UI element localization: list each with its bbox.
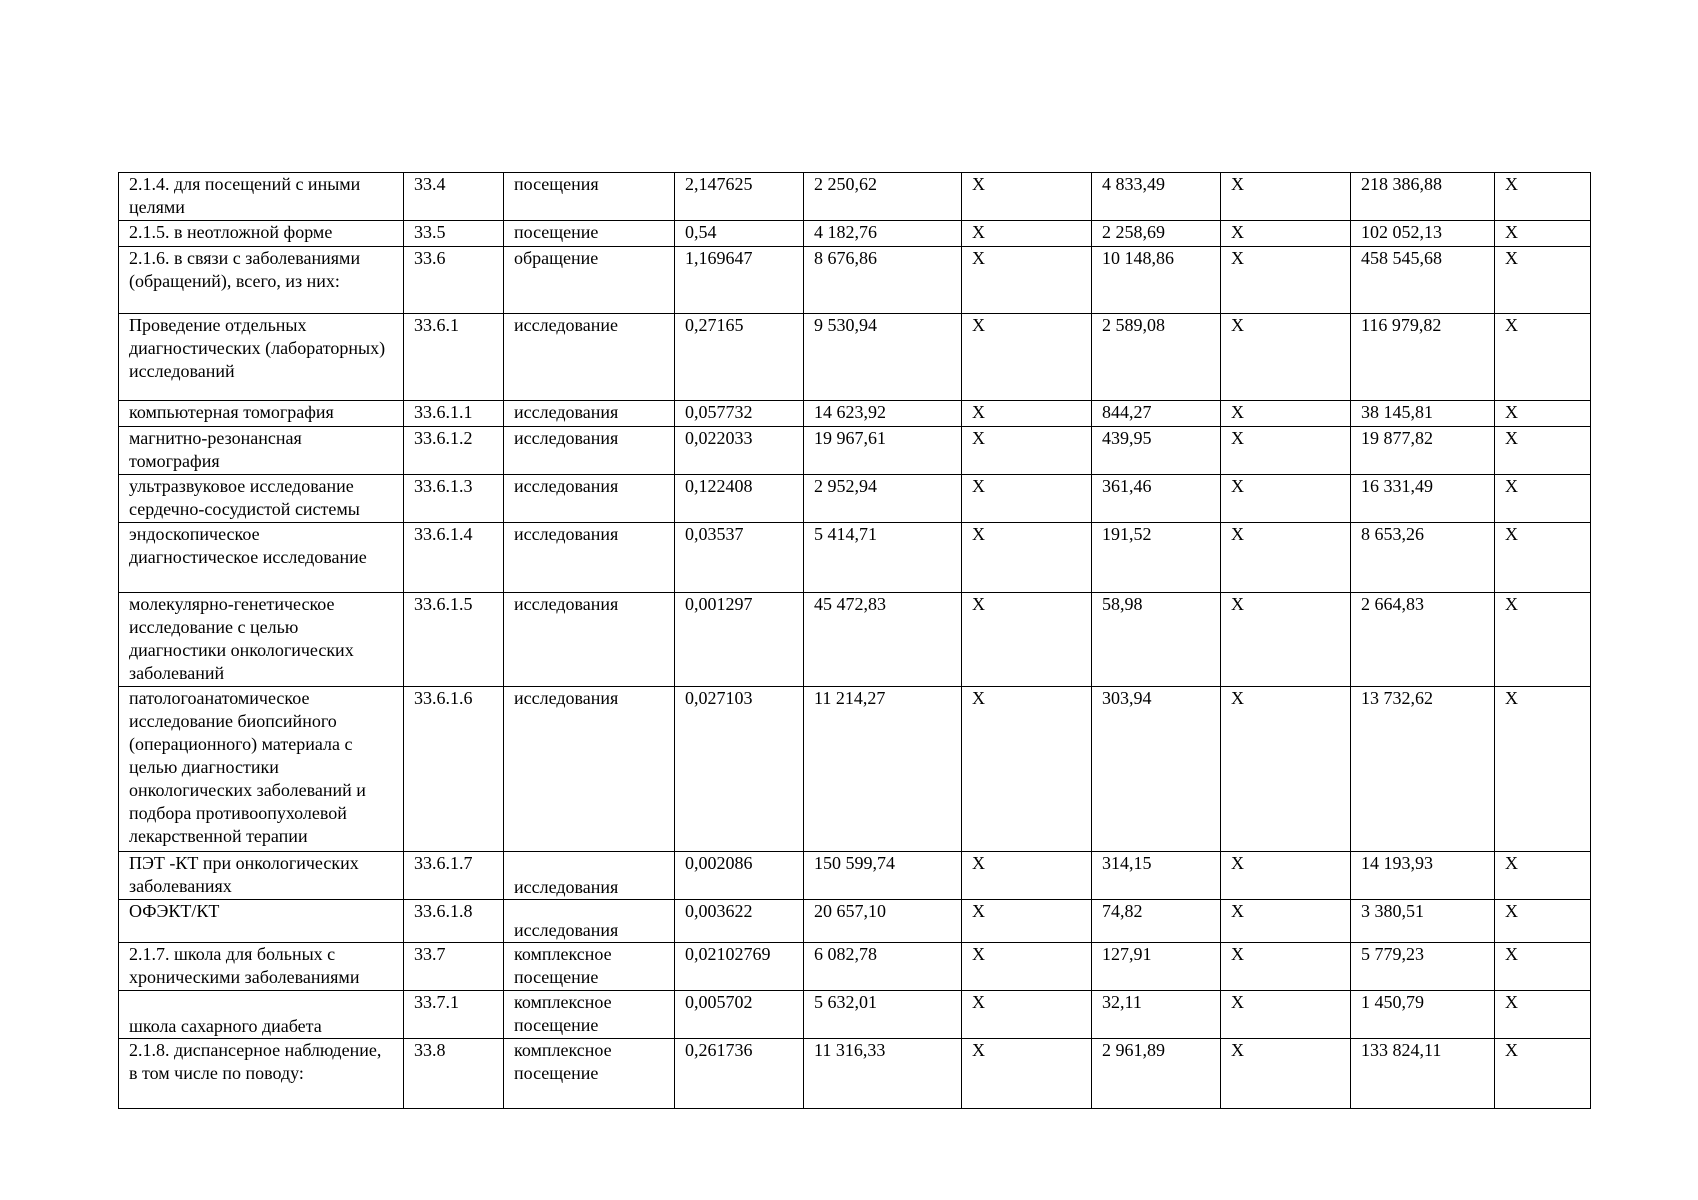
row-norm-cell: 0,057732: [675, 401, 804, 427]
row-unit-cell: исследования: [504, 687, 675, 852]
row-code-cell: 33.6.1.8: [404, 900, 504, 943]
row-code-cell: 33.4: [404, 173, 504, 221]
row-x-cell: X: [1495, 943, 1591, 991]
row-unit-cell: исследования: [504, 401, 675, 427]
row-norm-cell: 0,27165: [675, 314, 804, 401]
row-cost-cell: 11 214,27: [804, 687, 962, 852]
row-unit-cell: исследования: [504, 900, 675, 943]
row-unit-cell: посещение: [504, 221, 675, 247]
table-row: [119, 173, 1591, 221]
row-x-cell: X: [962, 852, 1092, 900]
row-unit-cell: комплексное посещение: [504, 943, 675, 991]
row-x-cell: X: [962, 1039, 1092, 1109]
row-per-capita-cell: 844,27: [1092, 401, 1221, 427]
row-cost-cell: 9 530,94: [804, 314, 962, 401]
row-x-cell: X: [962, 943, 1092, 991]
row-cost-cell: 14 623,92: [804, 401, 962, 427]
table-row: [119, 401, 1591, 427]
row-code-cell: 33.7: [404, 943, 504, 991]
row-cost-cell: 8 676,86: [804, 247, 962, 314]
row-code-cell: 33.6.1.3: [404, 475, 504, 523]
row-per-capita-cell: 32,11: [1092, 991, 1221, 1039]
row-x-cell: X: [1495, 314, 1591, 401]
row-total-cell: 14 193,93: [1351, 852, 1495, 900]
row-unit-cell: исследования: [504, 475, 675, 523]
row-code-cell: 33.6.1.7: [404, 852, 504, 900]
row-x-cell: X: [962, 247, 1092, 314]
row-total-cell: 38 145,81: [1351, 401, 1495, 427]
row-per-capita-cell: 439,95: [1092, 427, 1221, 475]
row-name-cell: ПЭТ -КТ при онкологических заболеваниях: [119, 852, 404, 900]
row-name-cell: 2.1.7. школа для больных с хроническими заболеваниями: [119, 943, 404, 991]
row-x-cell: X: [962, 687, 1092, 852]
row-total-cell: 3 380,51: [1351, 900, 1495, 943]
row-cost-cell: 150 599,74: [804, 852, 962, 900]
row-cost-cell: 4 182,76: [804, 221, 962, 247]
row-cost-cell: 19 967,61: [804, 427, 962, 475]
row-x-cell: X: [1495, 991, 1591, 1039]
row-x-cell: X: [1221, 943, 1351, 991]
row-x-cell: X: [1495, 900, 1591, 943]
row-cost-cell: 11 316,33: [804, 1039, 962, 1109]
row-per-capita-cell: 74,82: [1092, 900, 1221, 943]
row-per-capita-cell: 303,94: [1092, 687, 1221, 852]
row-x-cell: X: [1221, 593, 1351, 687]
row-code-cell: 33.7.1: [404, 991, 504, 1039]
table-row: [119, 991, 1591, 1039]
row-x-cell: X: [1221, 475, 1351, 523]
row-cost-cell: 5 414,71: [804, 523, 962, 593]
row-x-cell: X: [1221, 852, 1351, 900]
row-total-cell: 19 877,82: [1351, 427, 1495, 475]
row-x-cell: X: [1221, 1039, 1351, 1109]
row-x-cell: X: [1495, 247, 1591, 314]
row-cost-cell: 2 250,62: [804, 173, 962, 221]
row-unit-cell: комплексное посещение: [504, 991, 675, 1039]
row-name-cell: 2.1.4. для посещений с иными целями: [119, 173, 404, 221]
row-norm-cell: 1,169647: [675, 247, 804, 314]
row-x-cell: X: [1495, 852, 1591, 900]
row-unit-cell: исследование: [504, 314, 675, 401]
table-row: [119, 687, 1591, 852]
row-code-cell: 33.5: [404, 221, 504, 247]
row-x-cell: X: [962, 991, 1092, 1039]
row-per-capita-cell: 191,52: [1092, 523, 1221, 593]
table-row: [119, 943, 1591, 991]
row-cost-cell: 5 632,01: [804, 991, 962, 1039]
row-code-cell: 33.6.1.2: [404, 427, 504, 475]
row-norm-cell: 0,027103: [675, 687, 804, 852]
row-code-cell: 33.8: [404, 1039, 504, 1109]
row-norm-cell: 0,03537: [675, 523, 804, 593]
row-x-cell: X: [962, 475, 1092, 523]
row-x-cell: X: [962, 173, 1092, 221]
table-row: [119, 900, 1591, 943]
row-x-cell: X: [1221, 314, 1351, 401]
row-x-cell: X: [1495, 593, 1591, 687]
row-total-cell: 8 653,26: [1351, 523, 1495, 593]
row-x-cell: X: [1495, 173, 1591, 221]
row-x-cell: X: [1221, 991, 1351, 1039]
row-name-cell: 2.1.8. диспансерное наблюдение, в том числе по поводу:: [119, 1039, 404, 1109]
row-per-capita-cell: 2 258,69: [1092, 221, 1221, 247]
table-row: [119, 475, 1591, 523]
row-name-cell: патологоанатомическое исследование биопсийного (операционного) материала с целью диагностики онкологических заболеваний и подбора противоопухолевой лекарственной терапии: [119, 687, 404, 852]
row-x-cell: X: [1221, 687, 1351, 852]
row-x-cell: X: [1495, 1039, 1591, 1109]
row-code-cell: 33.6.1.6: [404, 687, 504, 852]
row-norm-cell: 0,022033: [675, 427, 804, 475]
row-total-cell: 218 386,88: [1351, 173, 1495, 221]
row-unit-cell: исследования: [504, 427, 675, 475]
row-x-cell: X: [1495, 523, 1591, 593]
row-name-cell: школа сахарного диабета: [119, 991, 404, 1039]
row-code-cell: 33.6: [404, 247, 504, 314]
row-per-capita-cell: 10 148,86: [1092, 247, 1221, 314]
row-cost-cell: 6 082,78: [804, 943, 962, 991]
row-total-cell: 16 331,49: [1351, 475, 1495, 523]
row-x-cell: X: [1221, 427, 1351, 475]
row-name-cell: магнитно-резонансная томография: [119, 427, 404, 475]
row-norm-cell: 0,003622: [675, 900, 804, 943]
row-total-cell: 1 450,79: [1351, 991, 1495, 1039]
row-total-cell: 116 979,82: [1351, 314, 1495, 401]
row-x-cell: X: [1495, 401, 1591, 427]
row-cost-cell: 2 952,94: [804, 475, 962, 523]
row-code-cell: 33.6.1.1: [404, 401, 504, 427]
row-total-cell: 102 052,13: [1351, 221, 1495, 247]
row-x-cell: X: [962, 593, 1092, 687]
row-norm-cell: 2,147625: [675, 173, 804, 221]
table-row: [119, 593, 1591, 687]
row-name-cell: молекулярно-генетическое исследование с целью диагностики онкологических заболеваний: [119, 593, 404, 687]
row-per-capita-cell: 4 833,49: [1092, 173, 1221, 221]
row-per-capita-cell: 2 961,89: [1092, 1039, 1221, 1109]
row-norm-cell: 0,261736: [675, 1039, 804, 1109]
table-row: [119, 247, 1591, 314]
row-name-cell: ОФЭКТ/КТ: [119, 900, 404, 943]
row-x-cell: X: [962, 900, 1092, 943]
row-x-cell: X: [1495, 475, 1591, 523]
row-total-cell: 458 545,68: [1351, 247, 1495, 314]
row-total-cell: 133 824,11: [1351, 1039, 1495, 1109]
table-row: [119, 1039, 1591, 1109]
row-x-cell: X: [1495, 687, 1591, 852]
row-total-cell: 13 732,62: [1351, 687, 1495, 852]
row-x-cell: X: [1221, 173, 1351, 221]
row-unit-cell: исследования: [504, 593, 675, 687]
row-name-cell: Проведение отдельных диагностических (лабораторных) исследований: [119, 314, 404, 401]
row-x-cell: X: [962, 314, 1092, 401]
table-row: [119, 852, 1591, 900]
table-row: [119, 523, 1591, 593]
row-norm-cell: 0,002086: [675, 852, 804, 900]
row-norm-cell: 0,02102769: [675, 943, 804, 991]
row-total-cell: 2 664,83: [1351, 593, 1495, 687]
row-per-capita-cell: 361,46: [1092, 475, 1221, 523]
row-unit-cell: исследования: [504, 852, 675, 900]
table-row: [119, 221, 1591, 247]
row-name-cell: 2.1.6. в связи с заболеваниями (обращений), всего, из них:: [119, 247, 404, 314]
row-unit-cell: исследования: [504, 523, 675, 593]
row-norm-cell: 0,005702: [675, 991, 804, 1039]
table-row: [119, 314, 1591, 401]
row-unit-cell: посещения: [504, 173, 675, 221]
table-row: [119, 427, 1591, 475]
table-body: [119, 173, 1591, 1109]
row-norm-cell: 0,001297: [675, 593, 804, 687]
row-cost-cell: 20 657,10: [804, 900, 962, 943]
row-name-cell: компьютерная томография: [119, 401, 404, 427]
row-x-cell: X: [1221, 247, 1351, 314]
row-x-cell: X: [1221, 900, 1351, 943]
row-unit-cell: комплексное посещение: [504, 1039, 675, 1109]
row-code-cell: 33.6.1: [404, 314, 504, 401]
row-x-cell: X: [1221, 401, 1351, 427]
row-name-cell: 2.1.5. в неотложной форме: [119, 221, 404, 247]
data-table: [118, 172, 1591, 1109]
row-per-capita-cell: 2 589,08: [1092, 314, 1221, 401]
row-per-capita-cell: 314,15: [1092, 852, 1221, 900]
row-x-cell: X: [962, 427, 1092, 475]
row-cost-cell: 45 472,83: [804, 593, 962, 687]
row-x-cell: X: [962, 401, 1092, 427]
row-per-capita-cell: 58,98: [1092, 593, 1221, 687]
row-norm-cell: 0,122408: [675, 475, 804, 523]
row-x-cell: X: [1495, 427, 1591, 475]
row-name-cell: эндоскопическое диагностическое исследование: [119, 523, 404, 593]
row-norm-cell: 0,54: [675, 221, 804, 247]
row-x-cell: X: [1221, 221, 1351, 247]
row-x-cell: X: [962, 221, 1092, 247]
row-code-cell: 33.6.1.4: [404, 523, 504, 593]
row-unit-cell: обращение: [504, 247, 675, 314]
row-name-cell: ультразвуковое исследование сердечно-сосудистой системы: [119, 475, 404, 523]
row-total-cell: 5 779,23: [1351, 943, 1495, 991]
row-x-cell: X: [1495, 221, 1591, 247]
row-x-cell: X: [1221, 523, 1351, 593]
row-per-capita-cell: 127,91: [1092, 943, 1221, 991]
row-x-cell: X: [962, 523, 1092, 593]
row-code-cell: 33.6.1.5: [404, 593, 504, 687]
